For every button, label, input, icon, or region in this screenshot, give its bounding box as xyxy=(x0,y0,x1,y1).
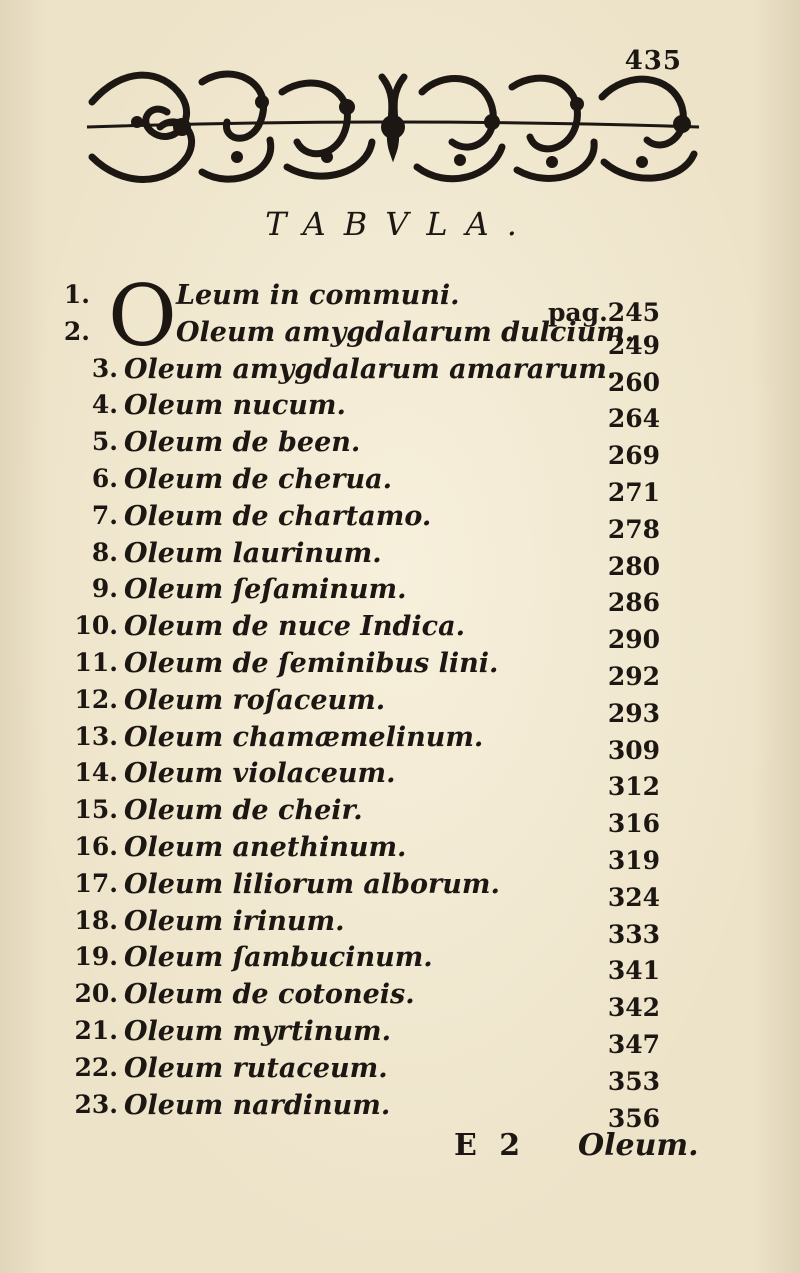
entry-title: Oleum nucum. xyxy=(124,390,346,422)
entry-title: Oleum rutaceum. xyxy=(124,1052,388,1084)
toc-entry xyxy=(0,537,800,581)
entry-title: Oleum de cherua. xyxy=(124,464,393,495)
entry-page-number: 341 xyxy=(607,956,660,986)
entry-number: 21. xyxy=(74,1016,118,1045)
entry-title: Oleum ſeſaminum. xyxy=(124,574,407,606)
entry-title: Oleum de cotoneis. xyxy=(124,979,415,1011)
entry-page-number: 333 xyxy=(607,919,660,949)
table-heading: TABVLA. xyxy=(265,205,535,243)
entry-page-number: 347 xyxy=(607,1030,660,1059)
toc-entry xyxy=(0,316,800,360)
entry-page-number: 269 xyxy=(607,441,660,471)
entry-number: 6. xyxy=(91,464,118,493)
entry-title: Oleum roſaceum. xyxy=(124,684,386,716)
entry-title: Oleum chamæmelinum. xyxy=(124,721,484,753)
entry-number: 22. xyxy=(74,1052,118,1082)
entry-number: 11. xyxy=(74,648,118,677)
page-number: 435 xyxy=(624,46,682,76)
entry-number: 15. xyxy=(74,795,118,825)
entry-number: 19. xyxy=(74,942,118,972)
entry-title: Oleum de ſeminibus lini. xyxy=(124,648,499,679)
toc-entry xyxy=(0,979,800,1023)
toc-entry xyxy=(0,500,800,544)
entry-title: Oleum nardinum. xyxy=(124,1089,391,1121)
entry-number: 18. xyxy=(74,905,118,935)
entry-title: Oleum irinum. xyxy=(124,905,345,937)
toc-entry xyxy=(0,758,800,802)
entry-page-number: pag.245 xyxy=(547,298,660,327)
entry-page-number: 316 xyxy=(607,809,660,839)
toc-entry xyxy=(0,1016,800,1059)
toc-entry xyxy=(0,832,800,875)
entry-page-number: 353 xyxy=(607,1066,660,1096)
entry-number: 16. xyxy=(74,832,118,861)
entry-page-number: 309 xyxy=(607,735,660,765)
entry-number: 12. xyxy=(74,684,118,714)
entry-number: 9. xyxy=(91,574,118,604)
entry-page-number: 292 xyxy=(607,662,660,691)
entry-title: Oleum amygdalarum amararum. xyxy=(124,353,617,385)
entry-page-number: 271 xyxy=(607,478,660,507)
entry-page-number: 324 xyxy=(607,882,660,912)
entry-page-number: 260 xyxy=(607,367,660,397)
drop-cap: O xyxy=(108,267,177,365)
toc-entry xyxy=(0,390,800,434)
catchword: Oleum. xyxy=(578,1128,699,1163)
toc-entry xyxy=(0,648,800,691)
toc-entry xyxy=(0,1089,800,1133)
entry-page-number: 356 xyxy=(607,1103,660,1133)
entry-number: 10. xyxy=(74,611,118,641)
entry-title: Oleum anethinum. xyxy=(124,832,407,863)
entry-number: 4. xyxy=(91,390,118,420)
entry-title: Oleum de nuce Indica. xyxy=(124,611,466,643)
entry-page-number: 319 xyxy=(607,846,660,875)
entry-number: 7. xyxy=(91,500,118,530)
toc-entry xyxy=(0,868,800,912)
entry-title: Oleum violaceum. xyxy=(124,758,396,790)
entry-title: Oleum amygdalarum dulcium. xyxy=(176,316,635,348)
signature-mark: E 2 xyxy=(454,1128,527,1163)
entry-page-number: 264 xyxy=(607,404,660,434)
entry-page-number: 286 xyxy=(607,588,660,618)
entry-title: Oleum liliorum alborum. xyxy=(124,868,500,900)
entry-page-number: 342 xyxy=(607,993,660,1023)
toc-entry xyxy=(0,1052,800,1096)
toc-entry xyxy=(0,611,800,655)
ornamental-headpiece xyxy=(82,62,704,192)
entry-page-number: 290 xyxy=(607,625,660,655)
entry-title: Oleum laurinum. xyxy=(124,537,382,569)
entry-page-number: 249 xyxy=(607,330,660,360)
entry-number: 3. xyxy=(91,353,118,383)
toc-entry xyxy=(0,942,800,986)
toc-entry xyxy=(0,464,800,507)
toc-entry xyxy=(0,427,800,471)
entry-number: 8. xyxy=(91,537,118,567)
toc-entry xyxy=(0,905,800,949)
toc-entry xyxy=(0,795,800,839)
entry-number: 17. xyxy=(74,868,118,898)
entry-number: 23. xyxy=(74,1089,118,1119)
entry-page-number: 293 xyxy=(607,698,660,728)
toc-entry xyxy=(0,574,800,618)
entry-title: Oleum de cheir. xyxy=(124,795,363,827)
toc-entry xyxy=(0,721,800,765)
toc-entry xyxy=(0,280,800,327)
entry-number: 1. xyxy=(63,280,90,309)
entry-number: 2. xyxy=(63,316,90,346)
entry-page-number: 278 xyxy=(607,514,660,544)
toc-entry xyxy=(0,684,800,728)
entry-title: Oleum ſambucinum. xyxy=(124,942,433,974)
entry-title: Oleum myrtinum. xyxy=(124,1016,391,1047)
toc-entry xyxy=(0,353,800,397)
entry-title: Leum in communi. xyxy=(176,280,460,311)
entry-number: 20. xyxy=(74,979,118,1009)
entry-title: Oleum de chartamo. xyxy=(124,500,432,532)
entry-title: Oleum de been. xyxy=(124,427,361,459)
entry-page-number: 312 xyxy=(607,772,660,802)
entry-number: 5. xyxy=(91,427,118,457)
entry-number: 13. xyxy=(74,721,118,751)
entry-page-number: 280 xyxy=(607,551,660,581)
entry-number: 14. xyxy=(74,758,118,788)
